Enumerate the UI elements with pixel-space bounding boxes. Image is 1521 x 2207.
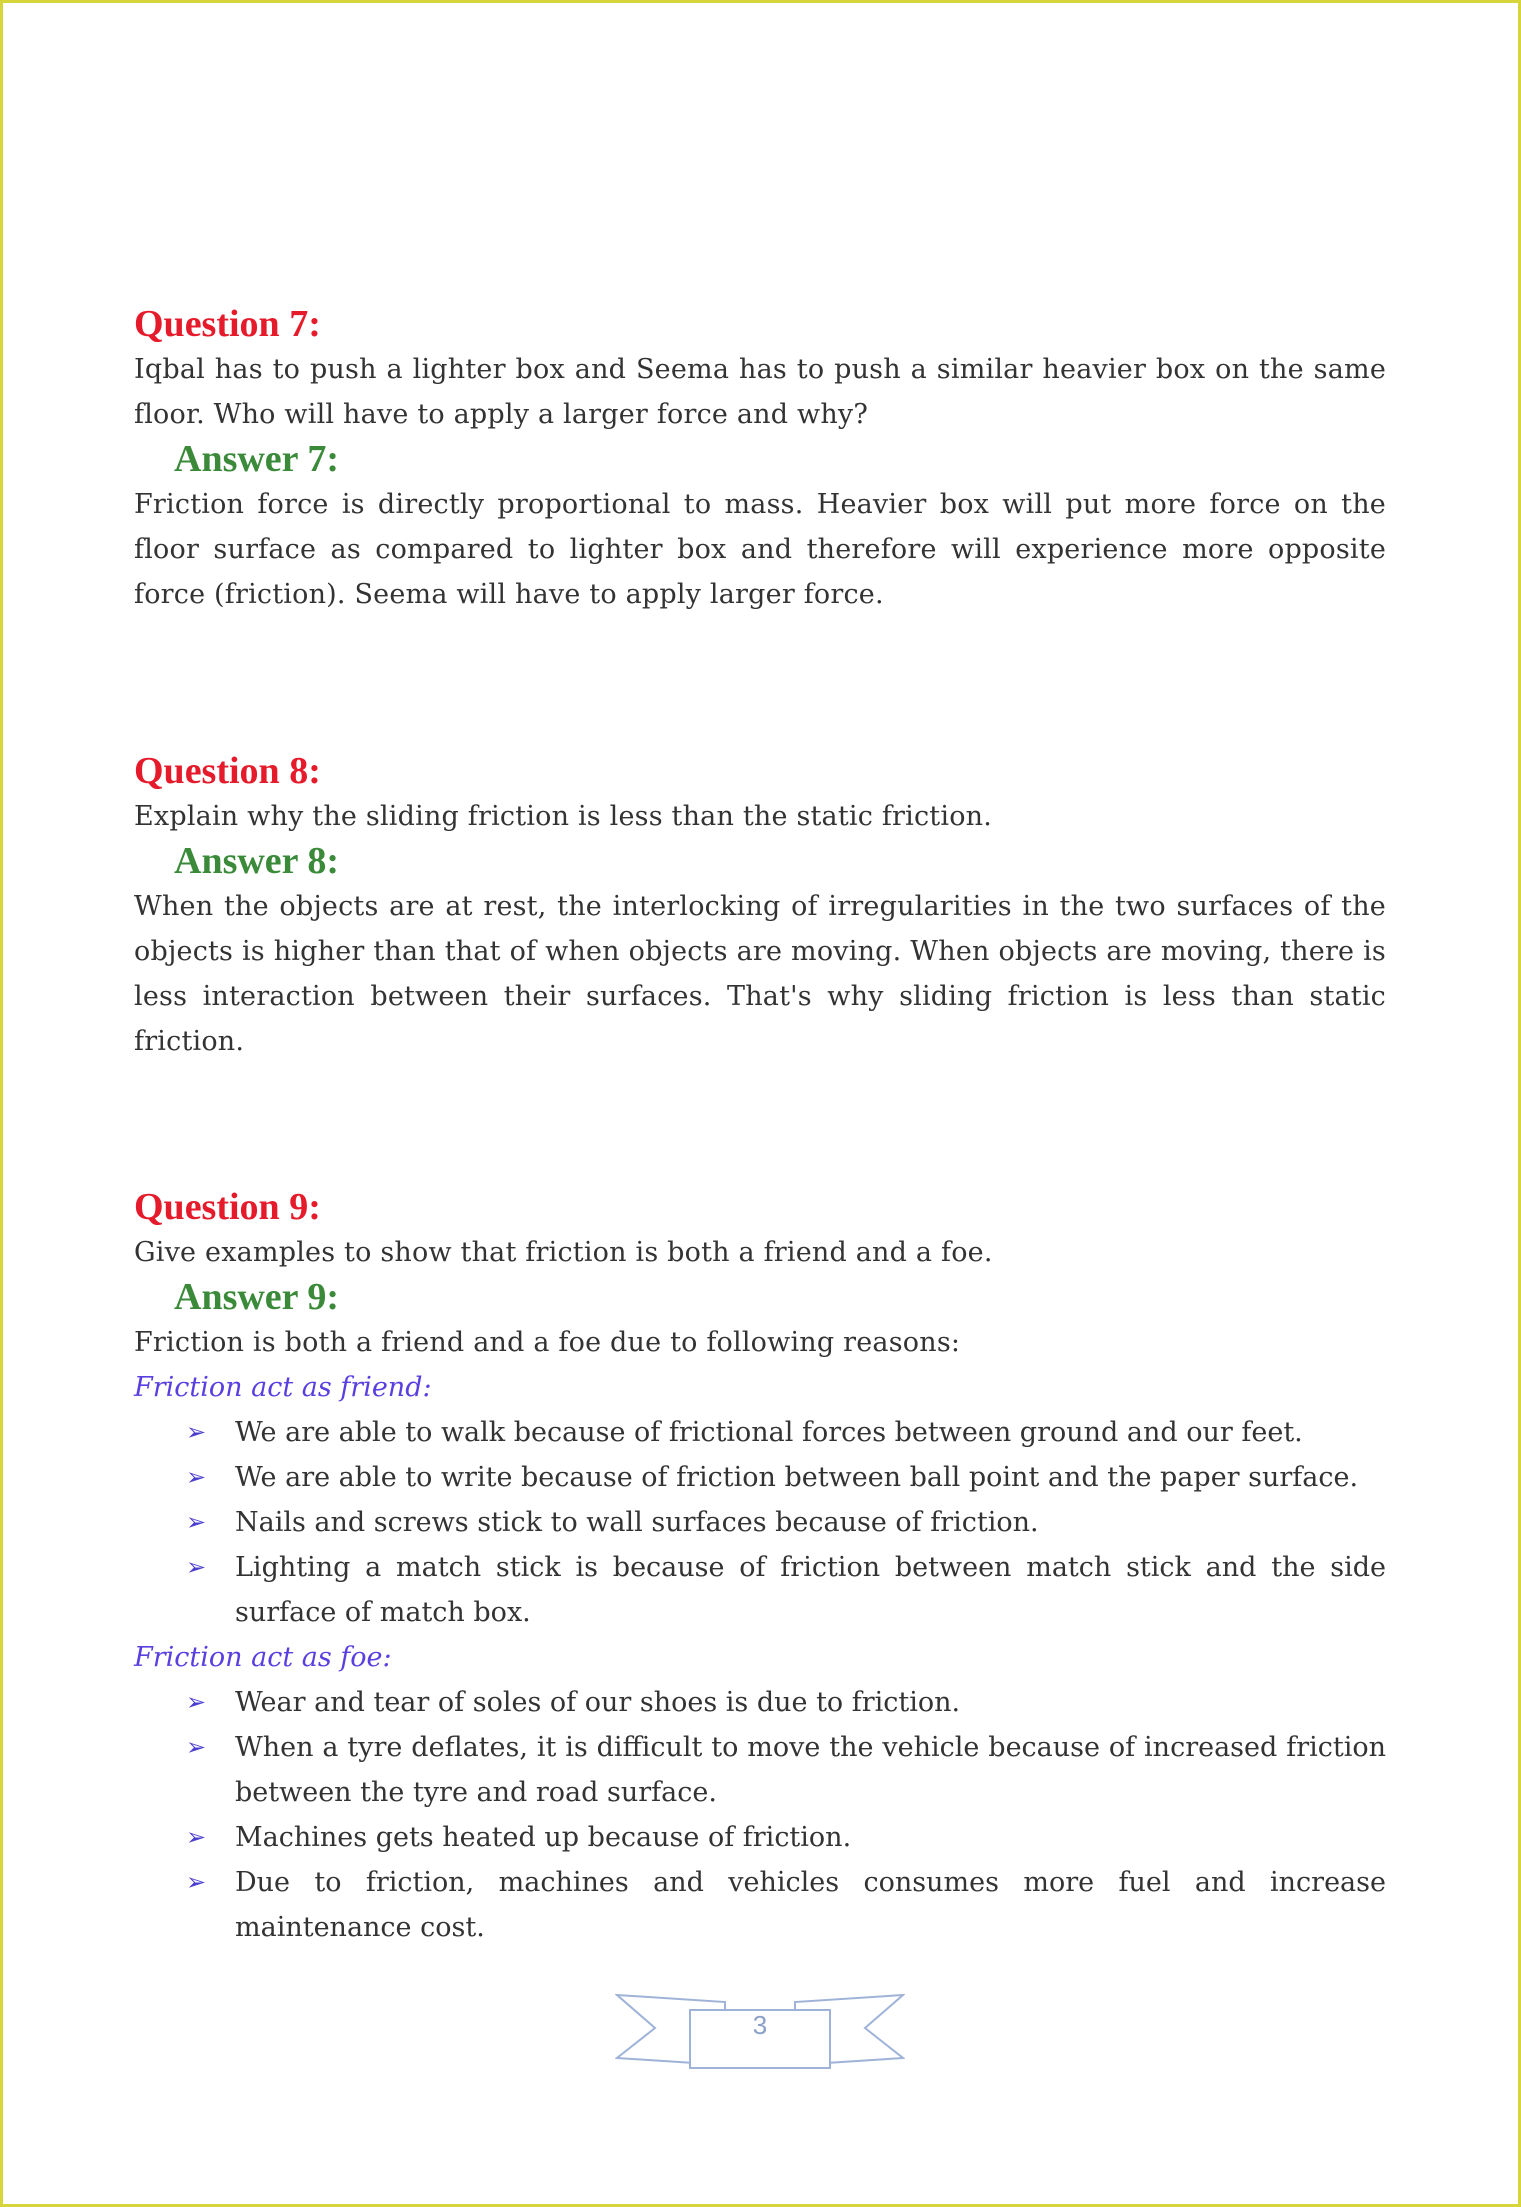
list-item: ➢ We are able to walk because of frictional forces between ground and our feet.	[134, 1410, 1386, 1455]
arrow-bullet-icon: ➢	[186, 1418, 207, 1446]
arrow-bullet-icon: ➢	[186, 1733, 207, 1761]
question-heading: Question 8:	[134, 750, 321, 792]
answer-intro: Friction is both a friend and a foe due to following reasons:	[134, 1327, 961, 1358]
question-text: Explain why the sliding friction is less than the static friction.	[134, 801, 993, 832]
list-item: ➢ Nails and screws stick to wall surfaces because of friction.	[134, 1500, 1386, 1545]
list-item: ➢ Lighting a match stick is because of friction between match stick and the side surface of match box.	[134, 1545, 1386, 1635]
arrow-bullet-icon: ➢	[186, 1688, 207, 1716]
question-8	[134, 749, 1386, 1064]
question-heading: Question 7:	[134, 303, 321, 345]
question-heading: Question 9:	[134, 1186, 321, 1228]
list-item: ➢ Machines gets heated up because of friction.	[134, 1815, 1386, 1860]
foe-label: Friction act as foe:	[134, 1642, 392, 1673]
list-item: ➢ Due to friction, machines and vehicles consumes more fuel and increase maintenance cost.	[134, 1860, 1386, 1950]
question-7	[134, 302, 1386, 617]
list-item: ➢ When a tyre deflates, it is difficult to move the vehicle because of increased friction between the tyre and road surface.	[134, 1725, 1386, 1815]
arrow-bullet-icon: ➢	[186, 1868, 207, 1896]
arrow-bullet-icon: ➢	[186, 1508, 207, 1536]
answer-text: When the objects are at rest, the interlocking of irregularities in the two surfaces of the objects is higher than that of when objects are moving. When objects are moving, there is less interaction between their surfaces. That's why sliding friction is less than static friction.	[134, 891, 1386, 1057]
arrow-bullet-icon: ➢	[186, 1553, 207, 1581]
page-number-banner	[615, 1990, 905, 2070]
friend-list	[134, 1410, 1386, 1635]
list-item: ➢ We are able to write because of friction between ball point and the paper surface.	[134, 1455, 1386, 1500]
foe-list	[134, 1680, 1386, 1950]
question-9	[134, 1185, 1386, 1950]
list-item: ➢ Wear and tear of soles of our shoes is due to friction.	[134, 1680, 1386, 1725]
question-text: Give examples to show that friction is both a friend and a foe.	[134, 1237, 993, 1268]
friend-label: Friction act as friend:	[134, 1372, 432, 1403]
answer-heading: Answer 7:	[174, 438, 340, 480]
arrow-bullet-icon: ➢	[186, 1823, 207, 1851]
answer-heading: Answer 8:	[174, 840, 340, 882]
arrow-bullet-icon: ➢	[186, 1463, 207, 1491]
question-text: Iqbal has to push a lighter box and Seema has to push a similar heavier box on the same floor. Who will have to apply a larger force and why?	[134, 354, 1386, 430]
answer-heading: Answer 9:	[174, 1276, 340, 1318]
page-number: 3	[752, 2010, 768, 2040]
answer-text: Friction force is directly proportional to mass. Heavier box will put more force on the floor surface as compared to lighter box and therefore will experience more opposite force (friction). Seema will have to apply larger force.	[134, 489, 1386, 610]
